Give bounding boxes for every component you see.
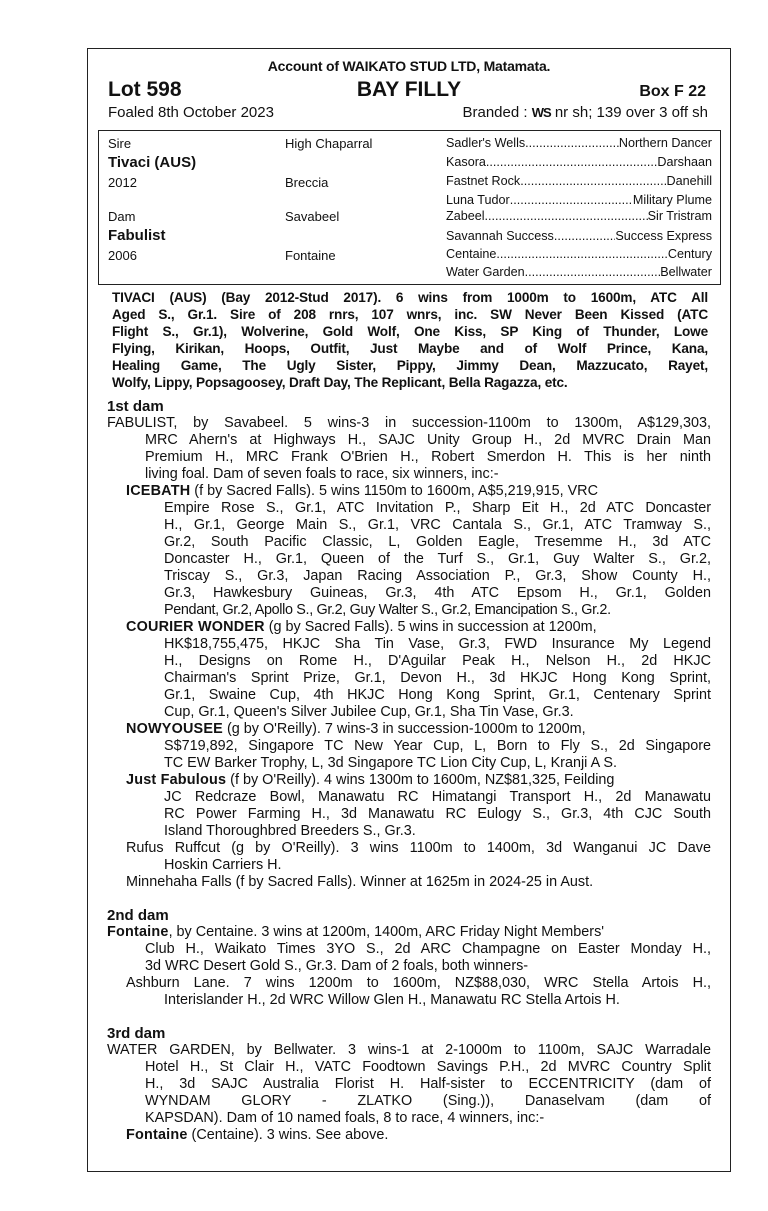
text-line: Pendant, Gr.2, Apollo S., Gr.2, Guy Walter S., Gr.2, Emancipation S., Gr.2. — [164, 602, 611, 618]
ancestor-row — [446, 136, 712, 154]
text-line: living foal. Dam of seven foals to race, six winners, inc:- — [145, 466, 499, 482]
sire-description — [112, 290, 708, 392]
dam-name: Fabulist — [108, 227, 166, 244]
text-line: HK$18,755,475, HKJC Sha Tin Vase, Gr.3, FWD Insurance My Legend — [164, 636, 711, 652]
ancestor-row — [446, 174, 712, 192]
text-line: Premium H., MRC Frank O'Brien H., Robert Smerdon H. This is her ninth — [145, 449, 711, 465]
sire-description-line: Aged S., Gr.1. Sire of 208 rnrs, 107 wnrs, inc. SW Never Been Kissed (ATC — [112, 307, 708, 322]
progeny-rufus-ruffcut — [126, 840, 711, 874]
ancestor-name: Fastnet Rock — [446, 174, 521, 188]
text-line: Rufus Ruffcut (g by O'Reilly). 3 wins 1100m to 1400m, 3d Wanganui JC Dave — [126, 840, 711, 856]
ancestor-sire: Sir Tristram — [647, 209, 712, 223]
text-line: Island Thoroughbred Breeders S., Gr.3. — [164, 823, 416, 839]
sire-description-line: Flying, Kirikan, Hoops, Outfit, Just Maybe and of Wolf Prince, Kana, — [112, 341, 708, 356]
dam-dam: Fontaine — [285, 248, 336, 263]
second-dam-text — [107, 924, 711, 975]
text-line: Gr.2, South Pacific Classic, L, Golden Eagle, Tresemme H., 3d ATC — [164, 534, 711, 550]
text-line — [126, 772, 711, 789]
text-line — [107, 924, 711, 941]
text-line: Ashburn Lane. 7 wins 1200m to 1600m, NZ$88,030, WRC Stella Artois H., — [126, 975, 711, 991]
sire-description-line: Healing Game, The Ugly Sister, Pippy, Jimmy Dean, Mazzucato, Rayet, — [112, 358, 708, 373]
text-line: MRC Ahern's at Highways H., SAJC Unity Group H., 2d MVRC Drain Man — [145, 432, 711, 448]
sire-year: 2012 — [108, 175, 137, 190]
vendor-account: Account of WAIKATO STUD LTD, Matamata. — [267, 58, 551, 74]
text-line: Gr.3, Hawkesbury Guineas, Gr.3, 4th ATC Epsom H., Gr.1, Golden — [164, 585, 711, 601]
third-dam-text — [107, 1042, 711, 1127]
dam-sire: Savabeel — [285, 209, 340, 224]
horse-description: BAY FILLY — [356, 78, 462, 101]
ancestor-sire: Bellwater — [660, 265, 712, 279]
text-line: Hoskin Carriers H. — [164, 857, 282, 873]
progeny-nowyousee — [126, 721, 711, 772]
text-span: (g by Sacred Falls). 5 wins in succession at 1200m, — [264, 619, 597, 635]
ancestor-name: Kasora — [446, 155, 486, 169]
lot-number: Lot 598 — [108, 78, 182, 101]
text-line: Minnehaha Falls (f by Sacred Falls). Winner at 1625m in 2024-25 in Aust. — [126, 874, 594, 890]
sire-description-line: Flight S., Gr.1), Wolverine, Gold Wolf, One Kiss, SP King of Thunder, Lowe — [112, 324, 708, 339]
sire-sire: High Chaparral — [285, 136, 373, 151]
text-line: Hotel H., St Clair H., VATC Foodtown Savings P.H., 2d MVRC Country Split — [145, 1059, 711, 1075]
text-line: Interislander H., 2d WRC Willow Glen H., Manawatu RC Stella Artois H. — [164, 992, 620, 1008]
ancestor-sire: Northern Dancer — [618, 136, 712, 150]
ancestor-row — [446, 155, 712, 173]
ancestor-sire: Darshaan — [657, 155, 712, 169]
box-number: Box F 22 — [639, 83, 706, 100]
text-line: H., 3d SAJC Australia Florist H. Half-sister to ECCENTRICITY (dam of — [145, 1076, 711, 1092]
text-line: TC EW Barker Trophy, L, 3d Singapore TC Lion City Cup, L, Kranji A S. — [164, 755, 617, 771]
ancestor-row — [446, 247, 712, 265]
text-line: Gr.1, Swaine Cup, 4th HKJC Hong Kong Sprint, Gr.1, Centenary Sprint — [164, 687, 711, 703]
progeny-fontaine — [126, 1127, 711, 1144]
horse-name: NOWYOUSEE — [126, 721, 223, 737]
progeny-just-fabulous — [126, 772, 711, 840]
sire-description-line: TIVACI (AUS) (Bay 2012-Stud 2017). 6 wins from 1000m to 1600m, ATC All — [112, 290, 708, 305]
branded-detail: nr sh; 139 over 3 off sh — [554, 104, 708, 121]
ancestor-name: Zabeel — [446, 209, 485, 223]
first-dam-heading: 1st dam — [107, 398, 164, 415]
dam-label: Dam — [108, 209, 136, 224]
text-line: H., Designs on Rome H., D'Aguilar Peak H., Nelson H., 2d HKJC — [164, 653, 711, 669]
text-span: (f by O'Reilly). 4 wins 1300m to 1600m, NZ$81,325, Feilding — [226, 772, 615, 788]
text-line: KAPSDAN). Dam of 10 named foals, 8 to race, 4 winners, inc:- — [145, 1110, 545, 1126]
sire-name: Tivaci (AUS) — [108, 154, 197, 171]
ancestor-row — [446, 265, 712, 283]
ancestor-row — [446, 229, 712, 247]
sire-dam: Breccia — [285, 175, 329, 190]
ancestor-name: Sadler's Wells — [446, 136, 526, 150]
text-span: (g by O'Reilly). 7 wins-3 in succession-1000m to 1200m, — [222, 721, 586, 737]
text-line: RC Power Farming H., 3d Manawatu RC Eulogy S., Gr.3, 4th CJC South — [164, 806, 711, 822]
second-dam-heading: 2nd dam — [107, 907, 169, 924]
text-span: (Centaine). 3 wins. See above. — [187, 1127, 389, 1143]
text-line — [126, 721, 711, 738]
text-line: WATER GARDEN, by Bellwater. 3 wins-1 at 2-1000m to 1100m, SAJC Warradale — [107, 1042, 711, 1058]
sire-label: Sire — [108, 136, 132, 151]
ancestor-sire: Century — [667, 247, 712, 261]
ancestor-name: Luna Tudor — [446, 193, 510, 207]
text-span: (f by Sacred Falls). 5 wins 1150m to 1600m, A$5,219,915, VRC — [190, 483, 598, 499]
text-line: Doncaster H., Gr.1, Queen of the Turf S., Gr.1, Guy Walter S., Gr.2, — [164, 551, 711, 567]
ancestor-row — [446, 209, 712, 227]
ancestor-name: Savannah Success — [446, 229, 554, 243]
catalogue-page — [87, 48, 731, 1172]
first-dam-intro — [107, 415, 711, 483]
text-line — [126, 619, 711, 636]
ancestor-sire: Military Plume — [632, 193, 712, 207]
text-line: S$719,892, Singapore TC New Year Cup, L, Born to Fly S., 2d Singapore — [164, 738, 711, 754]
text-line: FABULIST, by Savabeel. 5 wins-3 in succession-1100m to 1300m, A$129,303, — [107, 415, 711, 431]
brand-mark: WS — [531, 105, 551, 120]
text-line: WYNDAM GLORY - ZLATKO (Sing.)), Danaselvam (dam of — [145, 1093, 711, 1109]
ancestor-sire: Success Express — [615, 229, 712, 243]
text-span: , by Centaine. 3 wins at 1200m, 1400m, ARC Friday Night Members' — [168, 924, 605, 940]
text-line: Empire Rose S., Gr.1, ATC Invitation P., Sharp Eit H., 2d ATC Doncaster — [164, 500, 711, 516]
horse-name: Just Fabulous — [126, 772, 227, 788]
horse-name: COURIER WONDER — [126, 619, 265, 635]
ancestor-name: Water Garden — [446, 265, 525, 279]
text-line: 3d WRC Desert Gold S., Gr.3. Dam of 2 foals, both winners- — [145, 958, 529, 974]
ancestor-name: Centaine — [446, 247, 497, 261]
text-line: Club H., Waikato Times 3YO S., 2d ARC Champagne on Easter Monday H., — [145, 941, 711, 957]
dam-year: 2006 — [108, 248, 137, 263]
third-dam-heading: 3rd dam — [107, 1025, 166, 1042]
ancestor-sire: Danehill — [666, 174, 712, 188]
text-line — [126, 1127, 711, 1144]
text-line: Triscay S., Gr.3, Japan Racing Association P., Gr.3, Show County H., — [164, 568, 711, 584]
progeny-ashburn-lane — [126, 975, 711, 1009]
progeny-minnehaha-falls — [126, 874, 711, 891]
branded-label: Branded : — [462, 104, 528, 121]
progeny-courier-wonder — [126, 619, 711, 721]
foaled-date: Foaled 8th October 2023 — [108, 104, 274, 121]
text-line: H., Gr.1, George Main S., Gr.1, VRC Cantala S., Gr.1, ATC Tramway S., — [164, 517, 711, 533]
sire-description-line: Wolfy, Lippy, Popsagoosey, Draft Day, The Replicant, Bella Ragazza, etc. — [112, 375, 568, 390]
horse-name: Fontaine — [107, 924, 169, 940]
horse-name: Fontaine — [126, 1127, 188, 1143]
text-line: JC Redcraze Bowl, Manawatu RC Himatangi Transport H., 2d Manawatu — [164, 789, 711, 805]
text-line: Chairman's Sprint Prize, Gr.1, Devon H., 3d HKJC Hong Kong Sprint, — [164, 670, 711, 686]
pedigree-table — [98, 130, 721, 285]
text-line — [126, 483, 711, 500]
text-line: Cup, Gr.1, Queen's Silver Jubilee Cup, Gr.1, Sha Tin Vase, Gr.3. — [164, 704, 574, 720]
brand-info — [463, 104, 709, 121]
horse-name: ICEBATH — [126, 483, 191, 499]
progeny-icebath — [126, 483, 711, 619]
